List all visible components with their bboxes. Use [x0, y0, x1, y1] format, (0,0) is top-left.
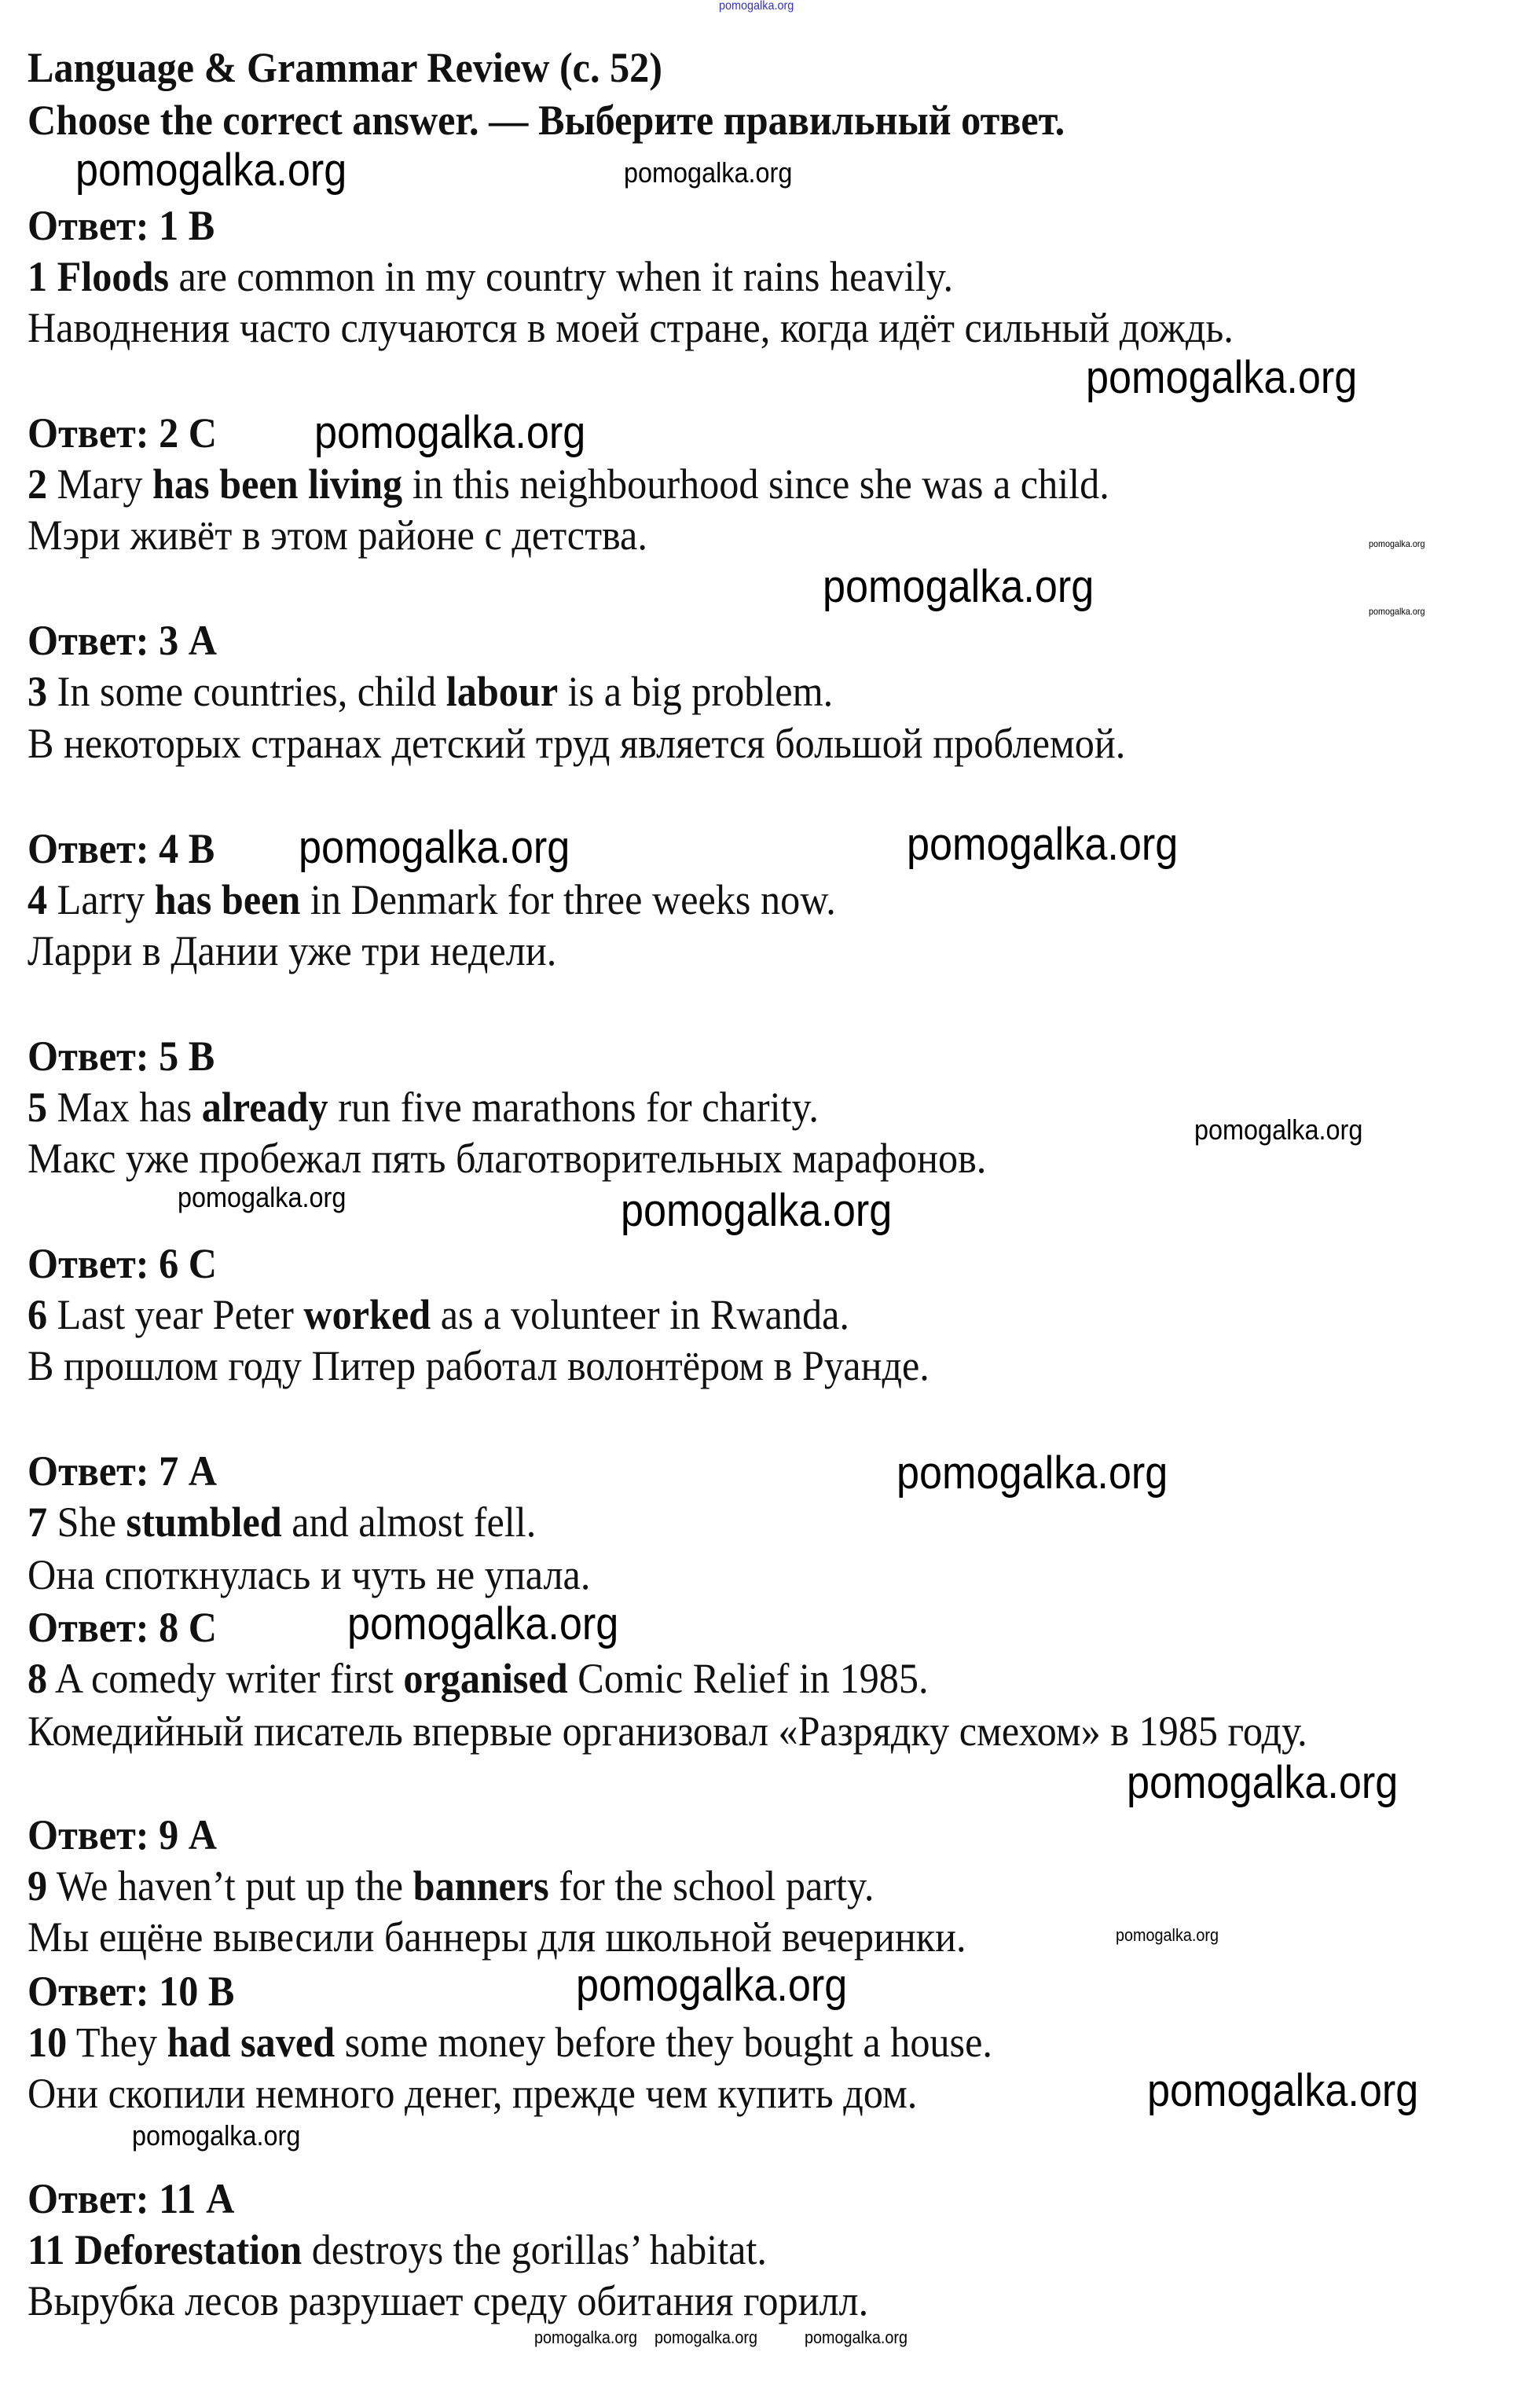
item-number: 2	[28, 460, 48, 508]
watermark: pomogalka.org	[654, 2328, 757, 2347]
item-number: 6	[28, 1291, 48, 1338]
sentence-answer: stumbled	[126, 1499, 282, 1546]
answer-label: Ответ: 8 C	[28, 1604, 218, 1651]
sentence-answer: worked	[303, 1291, 431, 1338]
sentence-post: is a big problem.	[558, 668, 834, 715]
watermark: pomogalka.org	[1369, 606, 1425, 617]
sentence-answer: labour	[446, 668, 559, 715]
english-sentence	[28, 1499, 537, 1546]
answer-label: Ответ: 9 A	[28, 1811, 218, 1858]
sentence-post: run five marathons for charity.	[328, 1084, 819, 1131]
answer-label: Ответ: 1 B	[28, 202, 215, 249]
russian-translation: В прошлом году Питер работал волонтёром в Руанде.	[28, 1342, 930, 1389]
english-sentence	[28, 1657, 929, 1700]
english-sentence	[28, 876, 836, 923]
sentence-post: in Denmark for three weeks now.	[300, 876, 836, 923]
russian-translation: Наводнения часто случаются в моей стране, когда идёт сильный дождь.	[28, 304, 1234, 351]
sentence-answer: Deforestation	[75, 2226, 302, 2273]
russian-translation: Она споткнулась и чуть не упала.	[28, 1551, 591, 1598]
watermark: pomogalka.org	[178, 1181, 346, 1213]
watermark: pomogalka.org	[1086, 352, 1358, 403]
sentence-answer: banners	[412, 1862, 549, 1910]
answer-label: Ответ: 5 B	[28, 1033, 215, 1080]
watermark: pomogalka.org	[576, 1960, 848, 2011]
sentence-post: Comic Relief in 1985.	[567, 1655, 929, 1702]
watermark: pomogalka.org	[1127, 1757, 1399, 1808]
answer-label: Ответ: 4 B	[28, 825, 215, 872]
english-sentence	[28, 670, 833, 713]
russian-translation: Ларри в Дании уже три недели.	[28, 927, 557, 974]
sentence-post: are common in my country when it rains heavily.	[168, 253, 954, 300]
item-number: 8	[28, 1655, 48, 1702]
answer-label: Ответ: 3 A	[28, 617, 218, 664]
item-number: 7	[28, 1499, 48, 1546]
sentence-pre	[64, 2226, 75, 2273]
sentence-pre	[47, 253, 57, 300]
page-title: Language & Grammar Review (c. 52)	[28, 44, 663, 91]
watermark: pomogalka.org	[534, 2328, 637, 2347]
russian-translation: В некоторых странах детский труд является большой проблемой.	[28, 720, 1126, 767]
sentence-pre: Max has	[47, 1084, 202, 1131]
sentence-answer: had saved	[167, 2019, 336, 2066]
russian-translation: Они скопили немного денег, прежде чем купить дом.	[28, 2070, 918, 2117]
sentence-answer: has been living	[152, 460, 403, 508]
watermark: pomogalka.org	[299, 822, 570, 873]
russian-translation: Макс уже пробежал пять благотворительных марафонов.	[28, 1135, 987, 1182]
watermark: pomogalka.org	[1369, 538, 1425, 549]
russian-translation: Мэри живёт в этом районе с детства.	[28, 512, 647, 559]
russian-translation: Мы ещёне вывесили баннеры для школьной вечеринки.	[28, 1913, 966, 1961]
watermark: pomogalka.org	[75, 145, 347, 196]
sentence-pre: In some countries, child	[47, 668, 446, 715]
watermark: pomogalka.org	[347, 1598, 619, 1649]
english-sentence	[28, 1293, 849, 1336]
answer-label: Ответ: 2 C	[28, 409, 218, 457]
instruction: Choose the correct answer. — Выберите правильный ответ.	[28, 97, 1065, 144]
item-number: 5	[28, 1084, 48, 1131]
watermark: pomogalka.org	[805, 2328, 908, 2347]
watermark: pomogalka.org	[132, 2119, 301, 2152]
english-sentence	[28, 2226, 767, 2273]
watermark: pomogalka.org	[314, 407, 586, 458]
sentence-pre: They	[67, 2019, 167, 2066]
watermark: pomogalka.org	[907, 819, 1179, 870]
sentence-answer: Floods	[57, 253, 169, 300]
sentence-answer: has been	[154, 876, 301, 923]
sentence-post: and almost fell.	[281, 1499, 537, 1546]
russian-translation: Вырубка лесов разрушает среду обитания горилл.	[28, 2277, 869, 2324]
answer-label: Ответ: 7 A	[28, 1447, 218, 1495]
item-number: 9	[28, 1862, 48, 1910]
sentence-pre: Last year Peter	[47, 1291, 304, 1338]
watermark: pomogalka.org	[621, 1185, 893, 1236]
sentence-post: destroys the gorillas’ habitat.	[302, 2226, 767, 2273]
english-sentence	[28, 1084, 819, 1131]
russian-translation: Комедийный писатель впервые организовал «Разрядку смехом» в 1985 году.	[28, 1708, 1307, 1755]
watermark: pomogalka.org	[1147, 2065, 1419, 2116]
sentence-pre: Larry	[47, 876, 155, 923]
item-number: 4	[28, 876, 48, 923]
answer-label: Ответ: 10 B	[28, 1968, 235, 2015]
watermark: pomogalka.org	[1116, 1925, 1219, 1945]
sentence-post: some money before they bought a house.	[335, 2019, 992, 2066]
watermark-top: pomogalka.org	[719, 0, 794, 13]
item-number: 3	[28, 668, 48, 715]
sentence-post: in this neighbourhood since she was a child.	[402, 460, 1109, 508]
sentence-answer: organised	[403, 1655, 568, 1702]
answer-label: Ответ: 6 C	[28, 1240, 218, 1287]
sentence-post: as a volunteer in Rwanda.	[431, 1291, 849, 1338]
item-number: 11	[28, 2226, 65, 2273]
answer-label: Ответ: 11 A	[28, 2175, 235, 2222]
item-number: 1	[28, 253, 48, 300]
english-sentence	[28, 2021, 992, 2064]
sentence-pre: She	[47, 1499, 126, 1546]
watermark: pomogalka.org	[896, 1447, 1168, 1499]
watermark: pomogalka.org	[624, 156, 793, 189]
sentence-post: for the school party.	[548, 1862, 874, 1910]
sentence-pre: We haven’t put up the	[47, 1862, 413, 1910]
english-sentence	[28, 255, 953, 298]
sentence-pre: Mary	[47, 460, 153, 508]
item-number: 10	[28, 2019, 68, 2066]
english-sentence	[28, 460, 1109, 508]
sentence-answer: already	[201, 1084, 328, 1131]
english-sentence	[28, 1862, 874, 1910]
sentence-pre: A comedy writer first	[47, 1655, 404, 1702]
watermark: pomogalka.org	[823, 561, 1094, 612]
watermark: pomogalka.org	[1194, 1113, 1363, 1146]
